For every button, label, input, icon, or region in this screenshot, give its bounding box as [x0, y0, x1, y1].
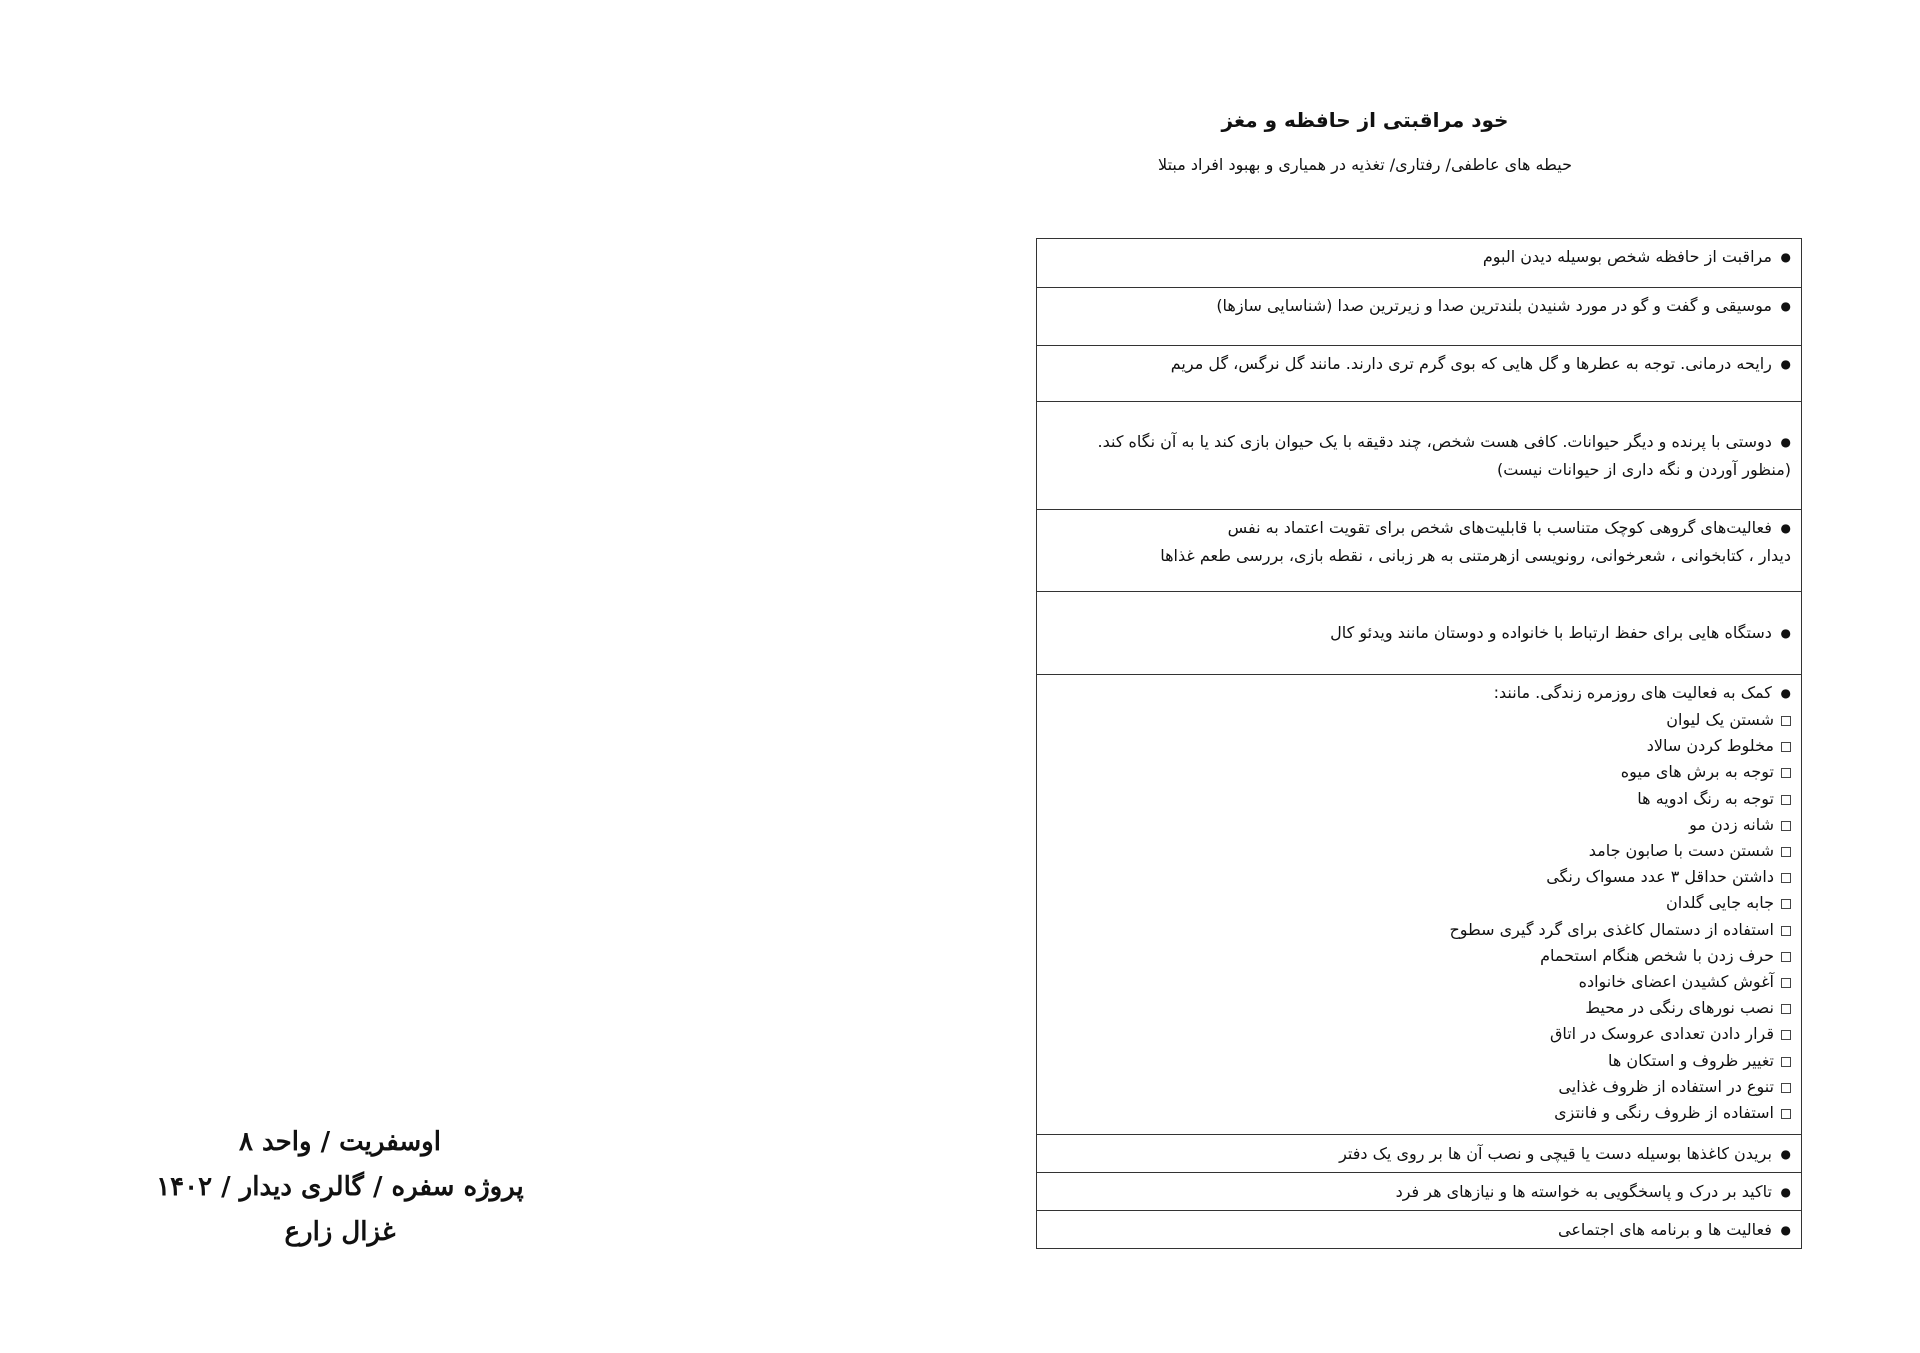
row-text: دوستی با پرنده و دیگر حیوانات. کافی هست شخص، چند دقیقه با یک حیوان بازی کند یا به آن نگاه کند. (منظور آوردن و نگه داری از حیوانات نیست) [1097, 432, 1791, 479]
row-text: دستگاه هایی برای حفظ ارتباط با خانواده و دوستان مانند ویدئو کال [1330, 623, 1772, 642]
table-row [1037, 288, 1802, 346]
list-item: شانه زدن مو [1045, 812, 1791, 838]
row-text: رایحه درمانی. توجه به عطرها و گل هایی که بوی گرم تری دارند. مانند گل نرگس، گل مریم [1170, 354, 1772, 373]
daily-activities-list [1045, 707, 1791, 1126]
table-row [1037, 1211, 1802, 1249]
list-item: شستن یک لیوان [1045, 707, 1791, 733]
checkbox-icon [1781, 1083, 1791, 1093]
list-item: استفاده از دستمال کاغذی برای گرد گیری سطوح [1045, 917, 1791, 943]
row-text: فعالیت‌های گروهی کوچک متناسب با قابلیت‌های شخص برای تقویت اعتماد به نفس [1227, 518, 1772, 537]
bullet-icon: ● [1780, 357, 1791, 371]
checkbox-icon [1781, 847, 1791, 857]
list-item: قرار دادن تعدادی عروسک در اتاق [1045, 1021, 1791, 1047]
checkbox-icon [1781, 1030, 1791, 1040]
checkbox-icon [1781, 978, 1791, 988]
checkbox-icon [1781, 952, 1791, 962]
table-cell [1037, 1135, 1802, 1173]
table-cell [1037, 402, 1802, 510]
document-title: خود مراقبتی از حافظه و مغز [1221, 108, 1509, 132]
row-text: کمک به فعالیت های روزمره زندگی. مانند: [1493, 683, 1772, 702]
table-row [1037, 592, 1802, 675]
table-cell [1037, 592, 1802, 675]
table-cell [1037, 675, 1802, 1135]
checkbox-icon [1781, 795, 1791, 805]
credits-line-unit: اوسفریت / واحد ۸ [239, 1127, 441, 1157]
table-row [1037, 1173, 1802, 1211]
list-item: جابه جایی گلدان [1045, 890, 1791, 916]
bullet-icon: ● [1780, 626, 1791, 640]
checkbox-icon [1781, 899, 1791, 909]
row-text: بریدن کاغذها بوسیله دست یا قیچی و نصب آن ها بر روی یک دفتر [1339, 1143, 1772, 1163]
checkbox-icon [1781, 1057, 1791, 1067]
list-item: داشتن حداقل ۳ عدد مسواک رنگی [1045, 864, 1791, 890]
table-cell [1037, 288, 1802, 346]
table-cell [1037, 239, 1802, 288]
credits-line-author: غزال زارع [284, 1217, 396, 1247]
row-text: مراقبت از حافظه شخص بوسیله دیدن البوم [1482, 247, 1772, 266]
table-cell [1037, 346, 1802, 402]
credits-line-project: پروژه سفره / گالری دیدار / ۱۴۰۲ [156, 1172, 524, 1202]
bullet-icon: ● [1780, 686, 1791, 700]
list-item: تغییر ظروف و استکان ها [1045, 1048, 1791, 1074]
bullet-icon: ● [1780, 1146, 1791, 1161]
list-item: توجه به برش های میوه [1045, 759, 1791, 785]
bullet-icon: ● [1780, 250, 1791, 264]
list-item: آغوش کشیدن اعضای خانواده [1045, 969, 1791, 995]
list-item: نصب نورهای رنگی در محیط [1045, 995, 1791, 1021]
checkbox-icon [1781, 742, 1791, 752]
table-row [1037, 510, 1802, 592]
list-item: استفاده از ظروف رنگی و فانتزی [1045, 1100, 1791, 1126]
checkbox-icon [1781, 716, 1791, 726]
table-row [1037, 346, 1802, 402]
list-item: شستن دست با صابون جامد [1045, 838, 1791, 864]
bullet-icon: ● [1780, 521, 1791, 535]
checkbox-icon [1781, 1004, 1791, 1014]
bullet-icon: ● [1780, 299, 1791, 313]
credits-block [120, 1120, 560, 1255]
table-row [1037, 239, 1802, 288]
table-cell [1037, 1173, 1802, 1211]
checkbox-icon [1781, 926, 1791, 936]
list-item: مخلوط کردن سالاد [1045, 733, 1791, 759]
table-row [1037, 1135, 1802, 1173]
list-item: تنوع در استفاده از ظروف غذایی [1045, 1074, 1791, 1100]
list-item: توجه به رنگ ادویه ها [1045, 786, 1791, 812]
list-item: حرف زدن با شخص هنگام استحمام [1045, 943, 1791, 969]
row-text: فعالیت ها و برنامه های اجتماعی [1558, 1219, 1772, 1239]
table-cell [1037, 1211, 1802, 1249]
self-care-table [1036, 238, 1802, 1249]
checkbox-icon [1781, 873, 1791, 883]
row-text: موسیقی و گفت و گو در مورد شنیدن بلندترین صدا و زیرترین صدا (شناسایی سازها) [1216, 296, 1772, 315]
bullet-icon: ● [1780, 1184, 1791, 1199]
checkbox-icon [1781, 1109, 1791, 1119]
table-row [1037, 402, 1802, 510]
table-row [1037, 675, 1802, 1135]
checkbox-icon [1781, 768, 1791, 778]
bullet-icon: ● [1780, 1222, 1791, 1237]
table-cell [1037, 510, 1802, 592]
checkbox-icon [1781, 821, 1791, 831]
row-text: تاکید بر درک و پاسخگویی به خواسته ها و نیازهای هر فرد [1395, 1181, 1772, 1201]
row-text-line2: دیدار ، کتابخوانی ، شعرخوانی، رونویسی ازهرمتنی به هر زبانی ، نقطه بازی، بررسی طعم غذاها [1160, 546, 1791, 565]
bullet-icon: ● [1780, 435, 1791, 449]
document-subtitle: حیطه های عاطفی/ رفتاری/ تغذیه در همیاری و بهبود افراد مبتلا [1158, 155, 1572, 174]
